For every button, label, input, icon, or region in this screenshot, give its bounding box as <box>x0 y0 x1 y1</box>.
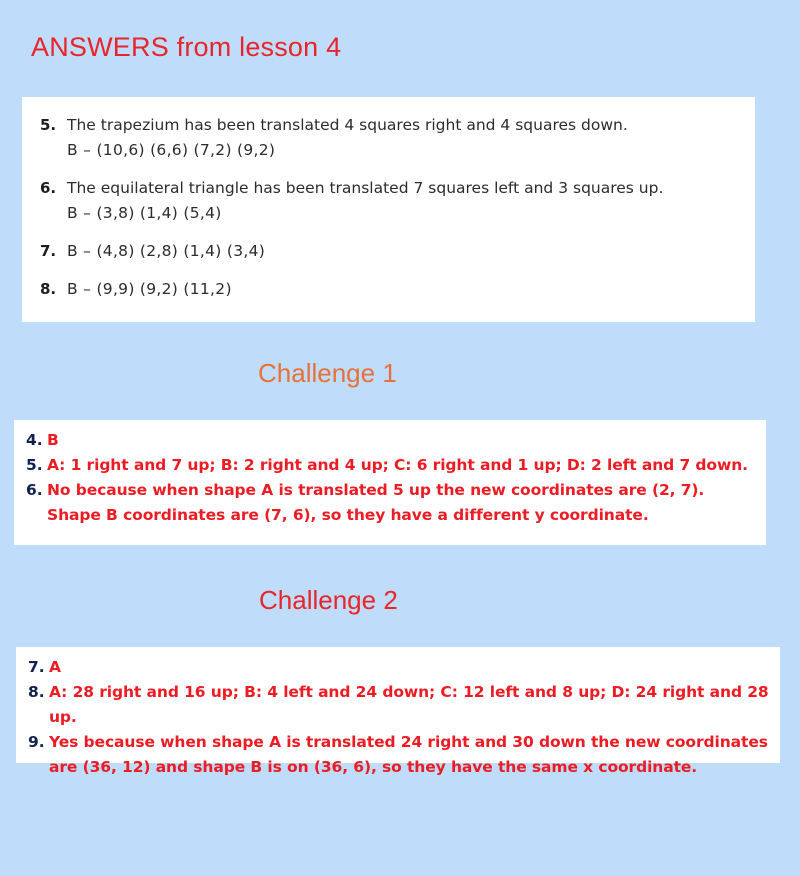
answer-number: 8. <box>40 280 57 298</box>
answer-number: 6. <box>40 179 57 197</box>
main-answers-panel <box>22 97 755 322</box>
answer-text <box>49 730 770 780</box>
answer-line-1: B – (4,8) (2,8) (1,4) (3,4) <box>67 242 266 260</box>
answer-number: 7. <box>28 658 45 676</box>
answer-body <box>67 113 737 163</box>
answer-text <box>47 478 756 528</box>
answer-text: A: 1 right and 7 up; B: 2 right and 4 up; C: 6 right and 1 up; D: 2 left and 7 down. <box>47 456 748 474</box>
challenge-2-panel <box>16 647 780 776</box>
answer-line-1: Yes because when shape A is translated 24 right and 30 down the new coordinates <box>49 733 768 751</box>
answer-text: A: 28 right and 16 up; B: 4 left and 24 down; C: 12 left and 8 up; D: 24 right and 28 up. <box>49 683 769 726</box>
answer-text: B <box>47 431 59 449</box>
challenge-1-item-4 <box>26 428 756 453</box>
answer-item-6 <box>40 176 737 226</box>
challenge-2-item-9 <box>28 730 770 780</box>
challenge-2-heading: Challenge 2 <box>259 585 398 615</box>
answer-line-2: coordinates are (7, 6), so they have a different y coordinate. <box>123 506 649 524</box>
answer-text: A <box>49 658 61 676</box>
page-title: ANSWERS from lesson 4 <box>31 32 342 62</box>
answer-line-1: The trapezium has been translated 4 squares right and 4 squares down. <box>67 116 628 134</box>
answer-line-2: are (36, 12) and shape B is on (36, 6), so they have the same x coordinate. <box>49 758 698 776</box>
answer-item-8 <box>40 277 737 302</box>
challenge-2-item-8 <box>28 680 770 730</box>
answer-number: 6. <box>26 481 43 499</box>
challenge-1-panel <box>14 420 766 545</box>
answer-body <box>67 277 737 302</box>
answer-line-1: No because when shape A is translated 5 up the new coordinates are (2, 7). Shape B <box>47 481 705 524</box>
answer-number: 8. <box>28 683 45 701</box>
answer-item-5 <box>40 113 737 163</box>
challenge-1-item-6 <box>26 478 756 528</box>
answer-line-1: B – (9,9) (9,2) (11,2) <box>67 280 232 298</box>
answer-number: 4. <box>26 431 43 449</box>
challenge-1-heading: Challenge 1 <box>258 358 397 388</box>
challenge-2-item-7 <box>28 655 770 680</box>
challenge-1-item-5 <box>26 453 756 478</box>
answer-number: 7. <box>40 242 57 260</box>
answer-item-7 <box>40 239 737 264</box>
answer-number: 9. <box>28 733 45 751</box>
answer-line-2: B – (3,8) (1,4) (5,4) <box>67 204 222 222</box>
answer-number: 5. <box>26 456 43 474</box>
answer-body <box>67 176 737 226</box>
answer-body <box>67 239 737 264</box>
answer-line-1: The equilateral triangle has been translated 7 squares left and 3 squares up. <box>67 179 664 197</box>
answer-number: 5. <box>40 116 57 134</box>
answer-line-2: B – (10,6) (6,6) (7,2) (9,2) <box>67 141 276 159</box>
